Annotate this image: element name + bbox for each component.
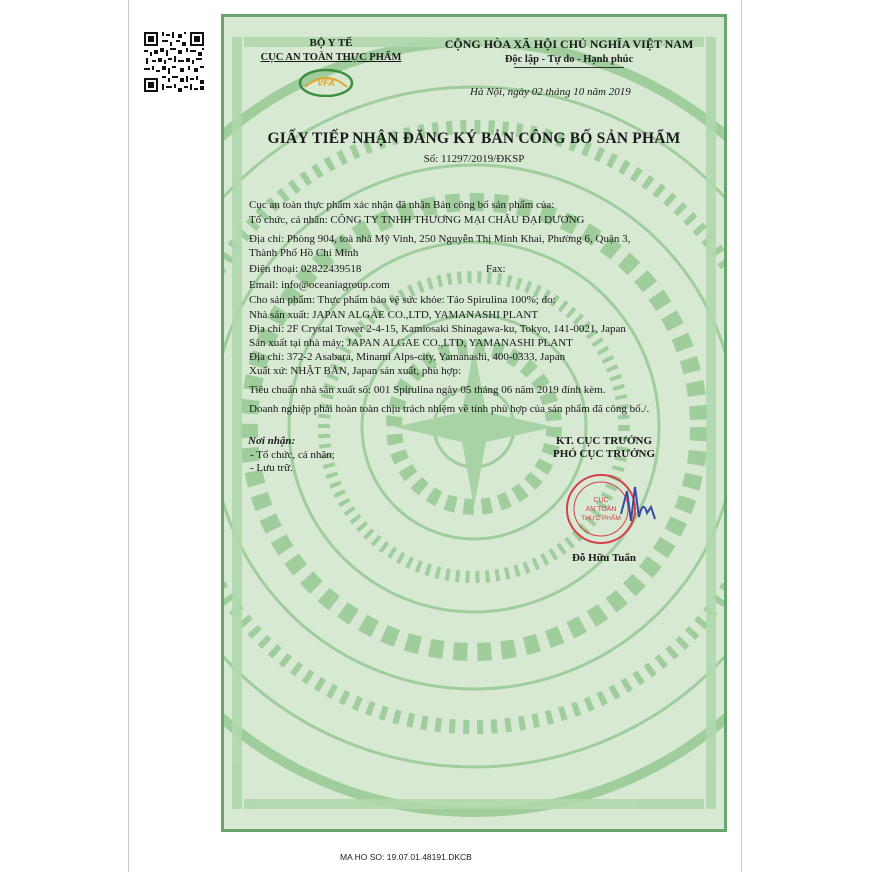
logo-text: VFA <box>317 78 335 88</box>
motto-underline <box>514 67 624 68</box>
address-line-2: Thành Phố Hồ Chí Minh <box>249 247 359 259</box>
signer-role-1: KT. CỤC TRƯỞNG <box>555 435 653 447</box>
issue-date: Hà Nội, ngày 02 tháng 10 năm 2019 <box>470 86 631 98</box>
standard-line: Tiêu chuẩn nhà sản xuất số: 001 Spirulina ngày 05 tháng 06 năm 2019 đính kèm. <box>249 384 606 396</box>
factory-line: Sản xuất tại nhà máy: JAPAN ALGAE CO.,LTD, YAMANASHI PLANT <box>249 337 573 349</box>
responsibility-line: Doanh nghiệp phải hoàn toàn chịu trách nhiệm về tính phù hợp của sản phẩm đã công bố./. <box>249 403 650 415</box>
intro-line: Cục an toàn thực phẩm xác nhận đã nhận Bản công bố sản phẩm của: <box>249 199 555 211</box>
handwritten-signature <box>621 487 655 521</box>
ministry-name: BỘ Y TẾ <box>309 37 353 49</box>
origin-line: Xuất xứ: NHẬT BẢN, Japan sản xuất, phù hợp: <box>249 365 461 377</box>
fax-line: Fax: <box>486 263 506 275</box>
email-line: Email: info@oceaniagroup.com <box>249 279 390 291</box>
recipient-item-1: - Tổ chức, cá nhân; <box>250 449 335 461</box>
vfa-logo <box>297 67 355 97</box>
qr-code-icon <box>142 30 206 94</box>
department-name: CỤC AN TOÀN THỰC PHẨM <box>260 52 402 63</box>
signer-name: Đỗ Hữu Tuấn <box>571 552 637 564</box>
stamp-text-3: THỰC PHẨM <box>581 515 621 522</box>
certificate <box>221 14 727 832</box>
factory-address-line: Địa chỉ: 372-2 Asabara, Minami Alps-city, Yamanashi, 400-0333, Japan <box>249 351 566 363</box>
manufacturer-line: Nhà sản xuất: JAPAN ALGAE CO.,LTD, YAMANASHI PLANT <box>249 309 539 321</box>
address-line-1: Địa chỉ: Phòng 904, toà nhà Mỹ Vinh, 250 Nguyễn Thị Minh Khai, Phường 6, Quận 3, <box>249 233 631 245</box>
organization-line: Tổ chức, cá nhân: CÔNG TY TNHH THƯƠNG MẠI CHÂU ĐẠI DƯƠNG <box>249 214 585 226</box>
document-number: Số: 11297/2019/ĐKSP <box>423 153 525 165</box>
document-title: GIẤY TIẾP NHẬN ĐĂNG KÝ BẢN CÔNG BỐ SẢN PHẨM <box>267 130 681 147</box>
recipients-heading: Nơi nhận: <box>248 435 296 447</box>
recipient-item-2: - Lưu trữ. <box>250 462 293 474</box>
manufacturer-address-line: Địa chỉ: 2F Crystal Tower 2-4-15, Kamiosaki Shinagawa-ku, Tokyo, 141-0021, Japan <box>249 323 626 335</box>
product-line: Cho sản phẩm: Thực phẩm bảo vệ sức khỏe: Tảo Spirulina 100%; do: <box>249 294 556 306</box>
national-motto: Độc lập - Tự do - Hạnh phúc <box>504 54 634 65</box>
phone-line: Điện thoại: 02822439518 <box>249 263 362 275</box>
stamp-text-2: AN TOÀN <box>585 506 617 513</box>
stamp-text-1: CỤC <box>593 497 609 504</box>
official-stamp <box>559 469 679 549</box>
republic-title: CỘNG HÒA XÃ HỘI CHỦ NGHĨA VIỆT NAM <box>444 37 694 51</box>
file-code: MA HO SO: 19.07.01.48191.DKCB <box>340 852 472 862</box>
signer-role-2: PHÓ CỤC TRƯỞNG <box>552 448 656 460</box>
